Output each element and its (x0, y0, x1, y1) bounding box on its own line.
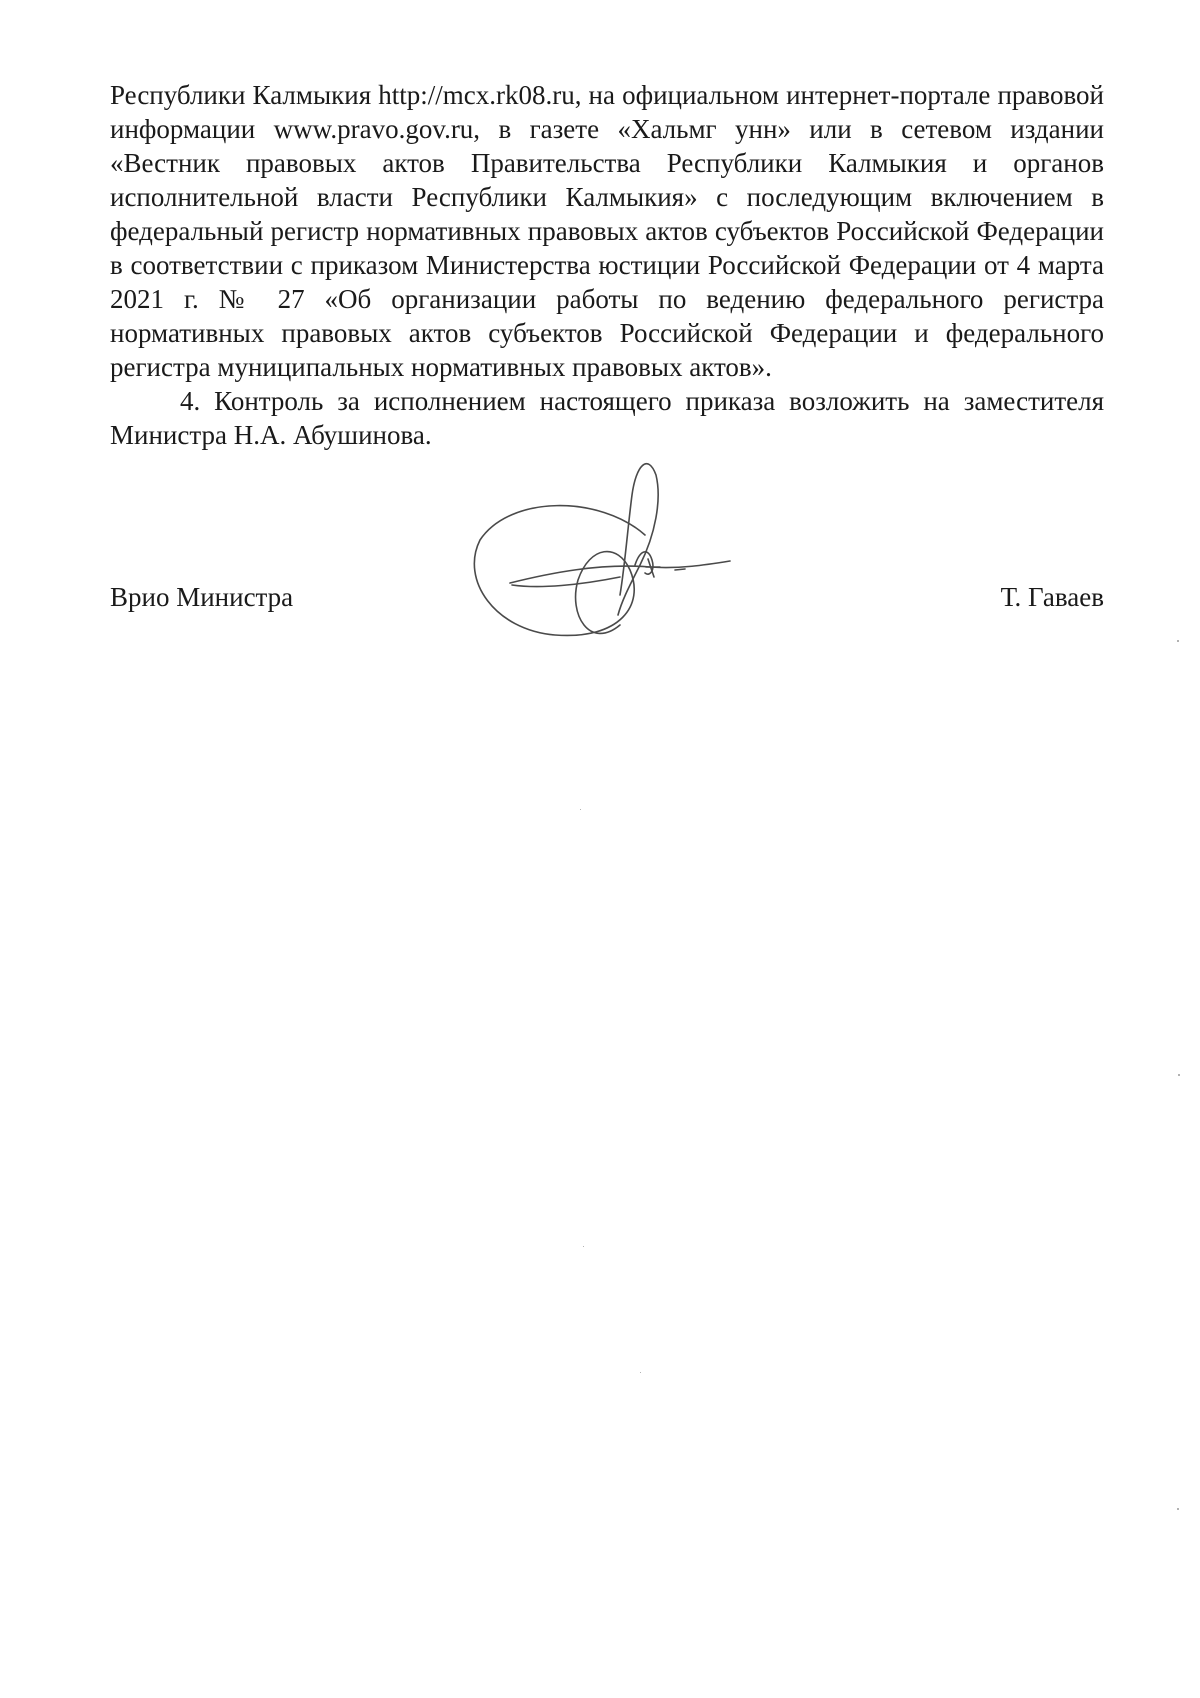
signatory-name: Т. Гаваев (1000, 582, 1104, 612)
document-body (110, 78, 1104, 452)
scan-speck (1177, 640, 1179, 642)
scan-speck (1177, 1508, 1179, 1510)
scan-speck (1178, 1074, 1180, 1076)
signatory-title: Врио Министра (110, 582, 294, 612)
scan-speck (583, 1246, 584, 1247)
scan-speck (580, 809, 581, 810)
handwritten-signature (470, 455, 770, 680)
scan-speck (640, 1372, 641, 1373)
paragraph-publication: Республики Калмыкия http://mcx.rk08.ru, на официальном интернет-портале правовой информации www.pravo.gov.ru, в газете «Хальмг унн» или в сетевом издании «Вестник правовых актов Правительства Республики Калмыкия и органов исполнительной власти Республики Калмыкия» с последующим включением в федеральный регистр нормативных правовых актов субъектов Российской Федерации в соответствии с приказом Министерства юстиции Российской Федерации от 4 марта 2021 г. № 27 «Об организации работы по ведению федерального регистра нормативных правовых актов субъектов Российской Федерации и федерального регистра муниципальных нормативных правовых актов». (110, 80, 1104, 382)
paragraph-control: 4. Контроль за исполнением настоящего приказа возложить на заместителя Министра Н.А. Абушинова. (110, 386, 1104, 450)
